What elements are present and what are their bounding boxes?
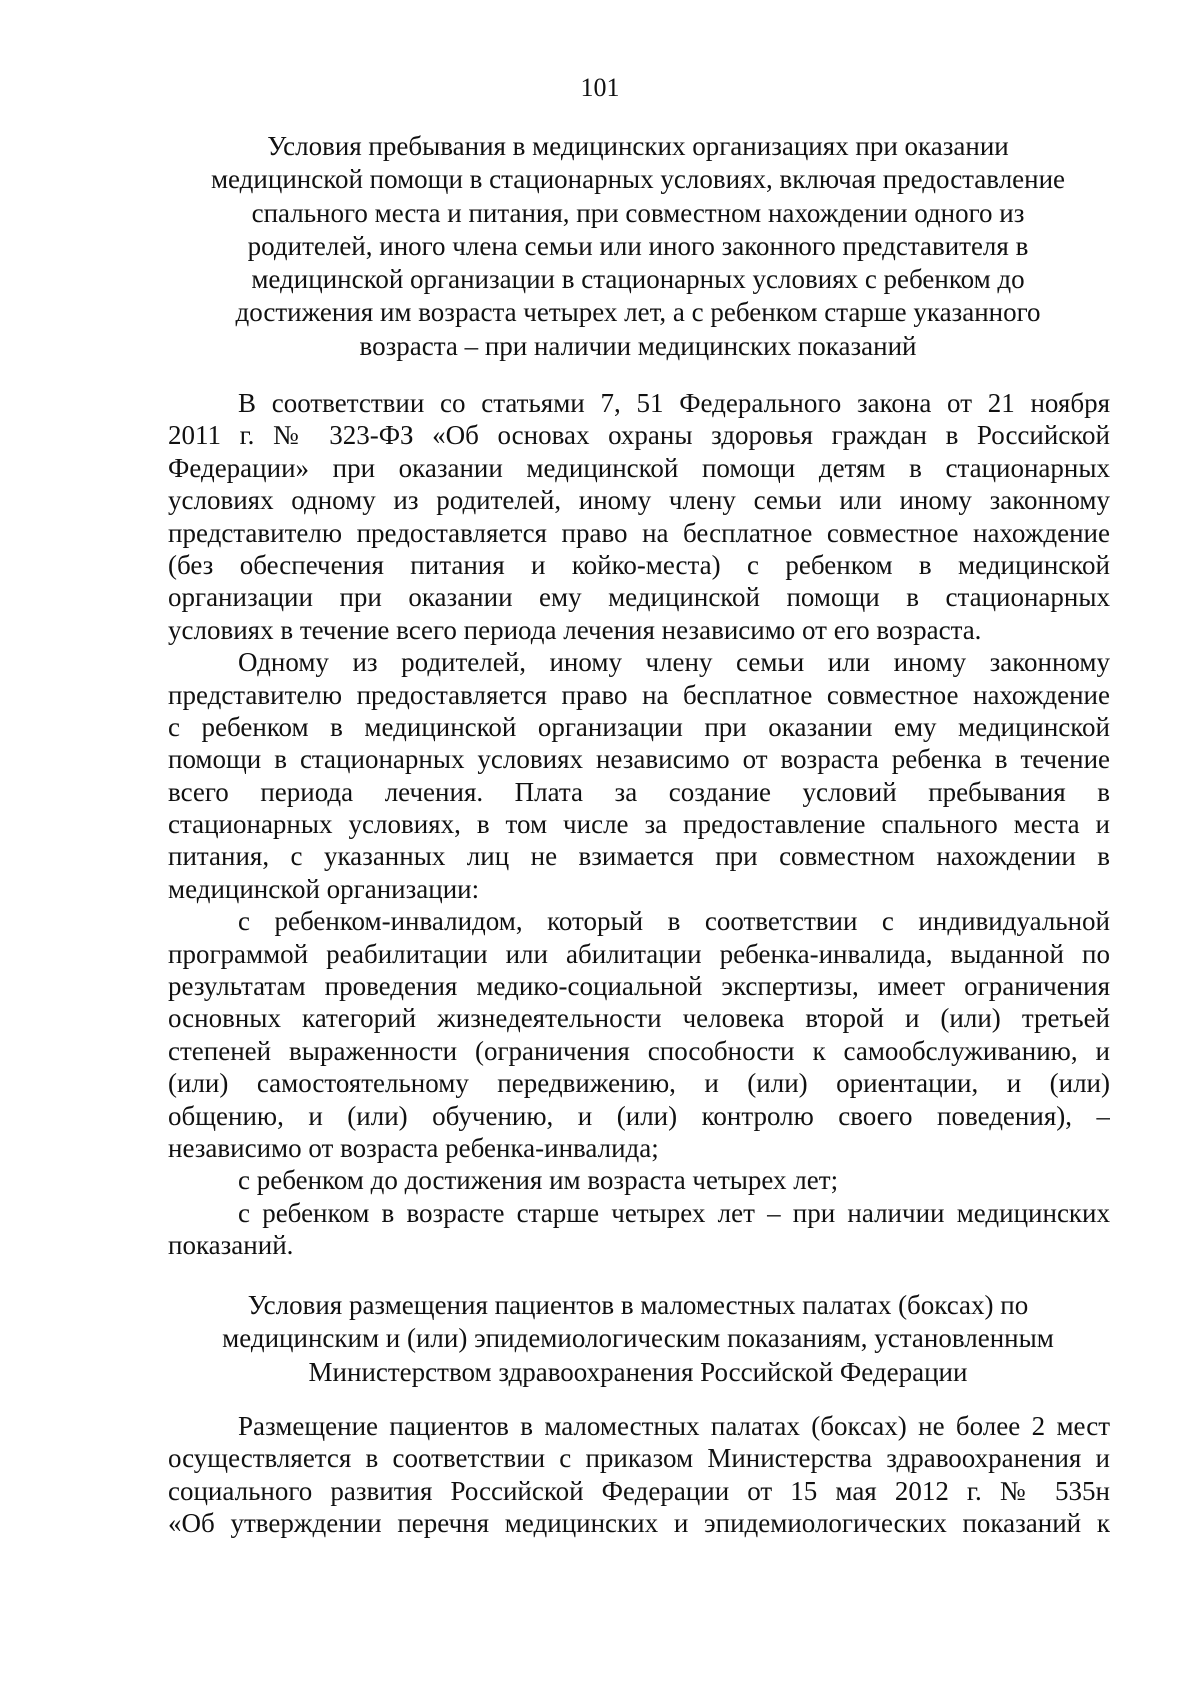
heading-line: возраста – при наличии медицинских показаний	[359, 330, 917, 361]
paragraph-line: стационарных условиях, в том числе за предоставление спального места и	[168, 809, 1110, 840]
paragraph-line: представителю предоставляется право на бесплатное совместное нахождение	[168, 679, 1110, 710]
paragraph-line: степеней выраженности (ограничения способности к самообслуживанию, и	[168, 1035, 1110, 1066]
paragraph-line: с ребенком до достижения им возраста четырех лет;	[238, 1165, 839, 1196]
heading-line: медицинской организации в стационарных условиях с ребенком до	[251, 264, 1025, 295]
heading-line: Министерством здравоохранения Российской Федерации	[308, 1356, 968, 1387]
paragraph-line: общению, и (или) обучению, и (или) контролю своего поведения), –	[168, 1100, 1110, 1131]
section-2-heading	[168, 1289, 1108, 1389]
section-1-heading	[168, 130, 1108, 363]
paragraph-line: организации при оказании ему медицинской помощи в стационарных	[168, 582, 1110, 613]
paragraph-line: с ребенком в возрасте старше четырех лет – при наличии медицинских	[238, 1197, 1110, 1228]
heading-line: Условия размещения пациентов в маломестных палатах (боксах) по	[247, 1290, 1029, 1320]
paragraph-line: основных категорий жизнедеятельности человека второй и (или) третьей	[168, 1003, 1110, 1034]
heading-line: спального места и питания, при совместном нахождении одного из	[251, 197, 1025, 228]
section-2-body	[168, 1410, 1110, 1540]
paragraph-line: медицинской организации:	[168, 873, 480, 904]
paragraph-line: В соответствии со статьями 7, 51 Федерального закона от 21 ноября	[238, 388, 1110, 418]
paragraph-line: результатам проведения медико-социальной экспертизы, имеет ограничения	[168, 971, 1110, 1002]
paragraph-line: Одному из родителей, иному члену семьи или иному законному	[238, 647, 1110, 678]
heading-line: достижения им возраста четырех лет, а с ребенком старше указанного	[235, 297, 1041, 328]
paragraph-line: (без обеспечения питания и койко-места) с ребенком в медицинской	[168, 549, 1110, 580]
paragraph-line: Федерации» при оказании медицинской помощи детям в стационарных	[168, 452, 1110, 483]
page-number: 101	[580, 73, 620, 102]
paragraph-line: программой реабилитации или абилитации ребенка-инвалида, выданной по	[168, 938, 1110, 969]
paragraph-line: помощи в стационарных условиях независимо от возраста ребенка в течение	[168, 744, 1110, 775]
paragraph-line: Размещение пациентов в маломестных палатах (боксах) не более 2 мест	[238, 1411, 1110, 1441]
section-1-body	[168, 387, 1110, 1262]
heading-line: родителей, иного члена семьи или иного законного представителя в	[247, 230, 1029, 261]
paragraph-line: (или) самостоятельному передвижению, и (или) ориентации, и (или)	[168, 1068, 1110, 1099]
paragraph-line: «Об утверждении перечня медицинских и эпидемиологических показаний к	[168, 1508, 1110, 1539]
paragraph-line: всего периода лечения. Плата за создание условий пребывания в	[168, 776, 1110, 807]
heading-line: медицинской помощи в стационарных условиях, включая предоставление	[210, 164, 1066, 195]
paragraph-line: с ребенком в медицинской организации при оказании ему медицинской	[168, 711, 1110, 742]
paragraph-line: 2011 г. № 323-ФЗ «Об основах охраны здоровья граждан в Российской	[168, 420, 1110, 451]
paragraph-line: условиях одному из родителей, иному члену семьи или иному законному	[168, 485, 1110, 516]
paragraph-line: с ребенком-инвалидом, который в соответствии с индивидуальной	[238, 906, 1110, 937]
paragraph-line: условиях в течение всего периода лечения независимо от его возраста.	[168, 614, 982, 645]
paragraph-line: социального развития Российской Федерации от 15 мая 2012 г. № 535н	[168, 1475, 1110, 1506]
paragraph-line: питания, с указанных лиц не взимается при совместном нахождении в	[168, 841, 1110, 872]
paragraph-line: показаний.	[168, 1230, 294, 1261]
paragraph-line: осуществляется в соответствии с приказом Министерства здравоохранения и	[168, 1443, 1110, 1474]
paragraph-line: независимо от возраста ребенка-инвалида;	[168, 1132, 659, 1163]
heading-line: Условия пребывания в медицинских организациях при оказании	[267, 131, 1009, 161]
heading-line: медицинским и (или) эпидемиологическим показаниям, установленным	[222, 1323, 1054, 1354]
paragraph-line: представителю предоставляется право на бесплатное совместное нахождение	[168, 517, 1110, 548]
